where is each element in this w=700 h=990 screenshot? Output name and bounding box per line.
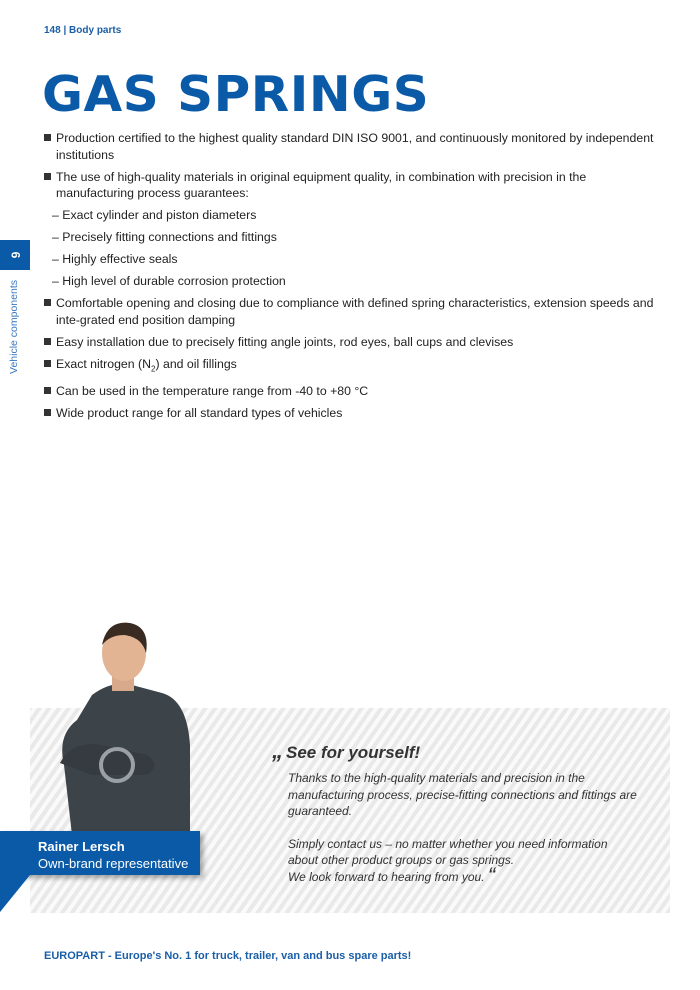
subscript: 2: [151, 363, 156, 373]
open-quote-mark: „: [272, 738, 283, 763]
list-item: Can be used in the temperature range from -40 to +80 °C: [44, 383, 664, 400]
representative-photo: [52, 615, 202, 835]
footer-tagline: EUROPART - Europe's No. 1 for truck, trailer, van and bus spare parts!: [44, 950, 412, 962]
list-item: The use of high-quality materials in original equipment quality, in combination with precision in the manufacturing process guarantees:: [44, 169, 664, 202]
list-item: Production certified to the highest quality standard DIN ISO 9001, and continuously monitored by independent institutions: [44, 130, 664, 163]
list-item: Easy installation due to precisely fitting angle joints, rod eyes, ball cups and clevises: [44, 334, 664, 351]
representative-name: Rainer Lersch: [38, 839, 125, 854]
section-name: Body parts: [69, 25, 122, 36]
representative-role: Own-brand representative: [38, 856, 189, 871]
list-item: – Precisely fitting connections and fittings: [52, 230, 277, 244]
ribbon-fold: [0, 875, 30, 912]
list-item: – High level of durable corrosion protection: [52, 274, 286, 288]
quote-block: [272, 738, 642, 888]
quote-paragraph: Thanks to the high-quality materials and precision in the manufacturing process, precise-fitting connections and fittings are guaranteed.: [288, 771, 637, 818]
list-item: – Exact cylinder and piston diameters: [52, 208, 257, 222]
heading-text: See for yourself!: [286, 743, 421, 762]
chapter-tab: [0, 240, 30, 270]
list-item: Wide product range for all standard types of vehicles: [44, 405, 664, 422]
page-title: GAS SPRINGS: [42, 66, 430, 123]
close-quote-mark: “: [487, 862, 496, 888]
chapter-label: Vehicle components: [8, 280, 20, 374]
text: Exact nitrogen (N: [56, 356, 152, 371]
quote-heading: [272, 738, 642, 764]
quote-paragraph: Simply contact us – no matter whether you need information about other product groups or gas springs.: [288, 836, 608, 867]
page-number: 148: [44, 25, 61, 36]
text: We look forward to hearing from you.: [288, 869, 485, 884]
page-header: 148 | Body parts: [44, 25, 122, 36]
quote-paragraph: [288, 862, 642, 888]
text: ) and oil fillings: [155, 356, 237, 371]
list-item: Comfortable opening and closing due to compliance with defined spring characteristics, extension speeds and inte-grated end position damping: [44, 295, 664, 328]
chapter-number: 6: [8, 251, 22, 259]
feature-list: [44, 130, 664, 427]
representative-label: [0, 831, 200, 875]
list-item: [44, 356, 664, 378]
list-item: – Highly effective seals: [52, 252, 178, 266]
